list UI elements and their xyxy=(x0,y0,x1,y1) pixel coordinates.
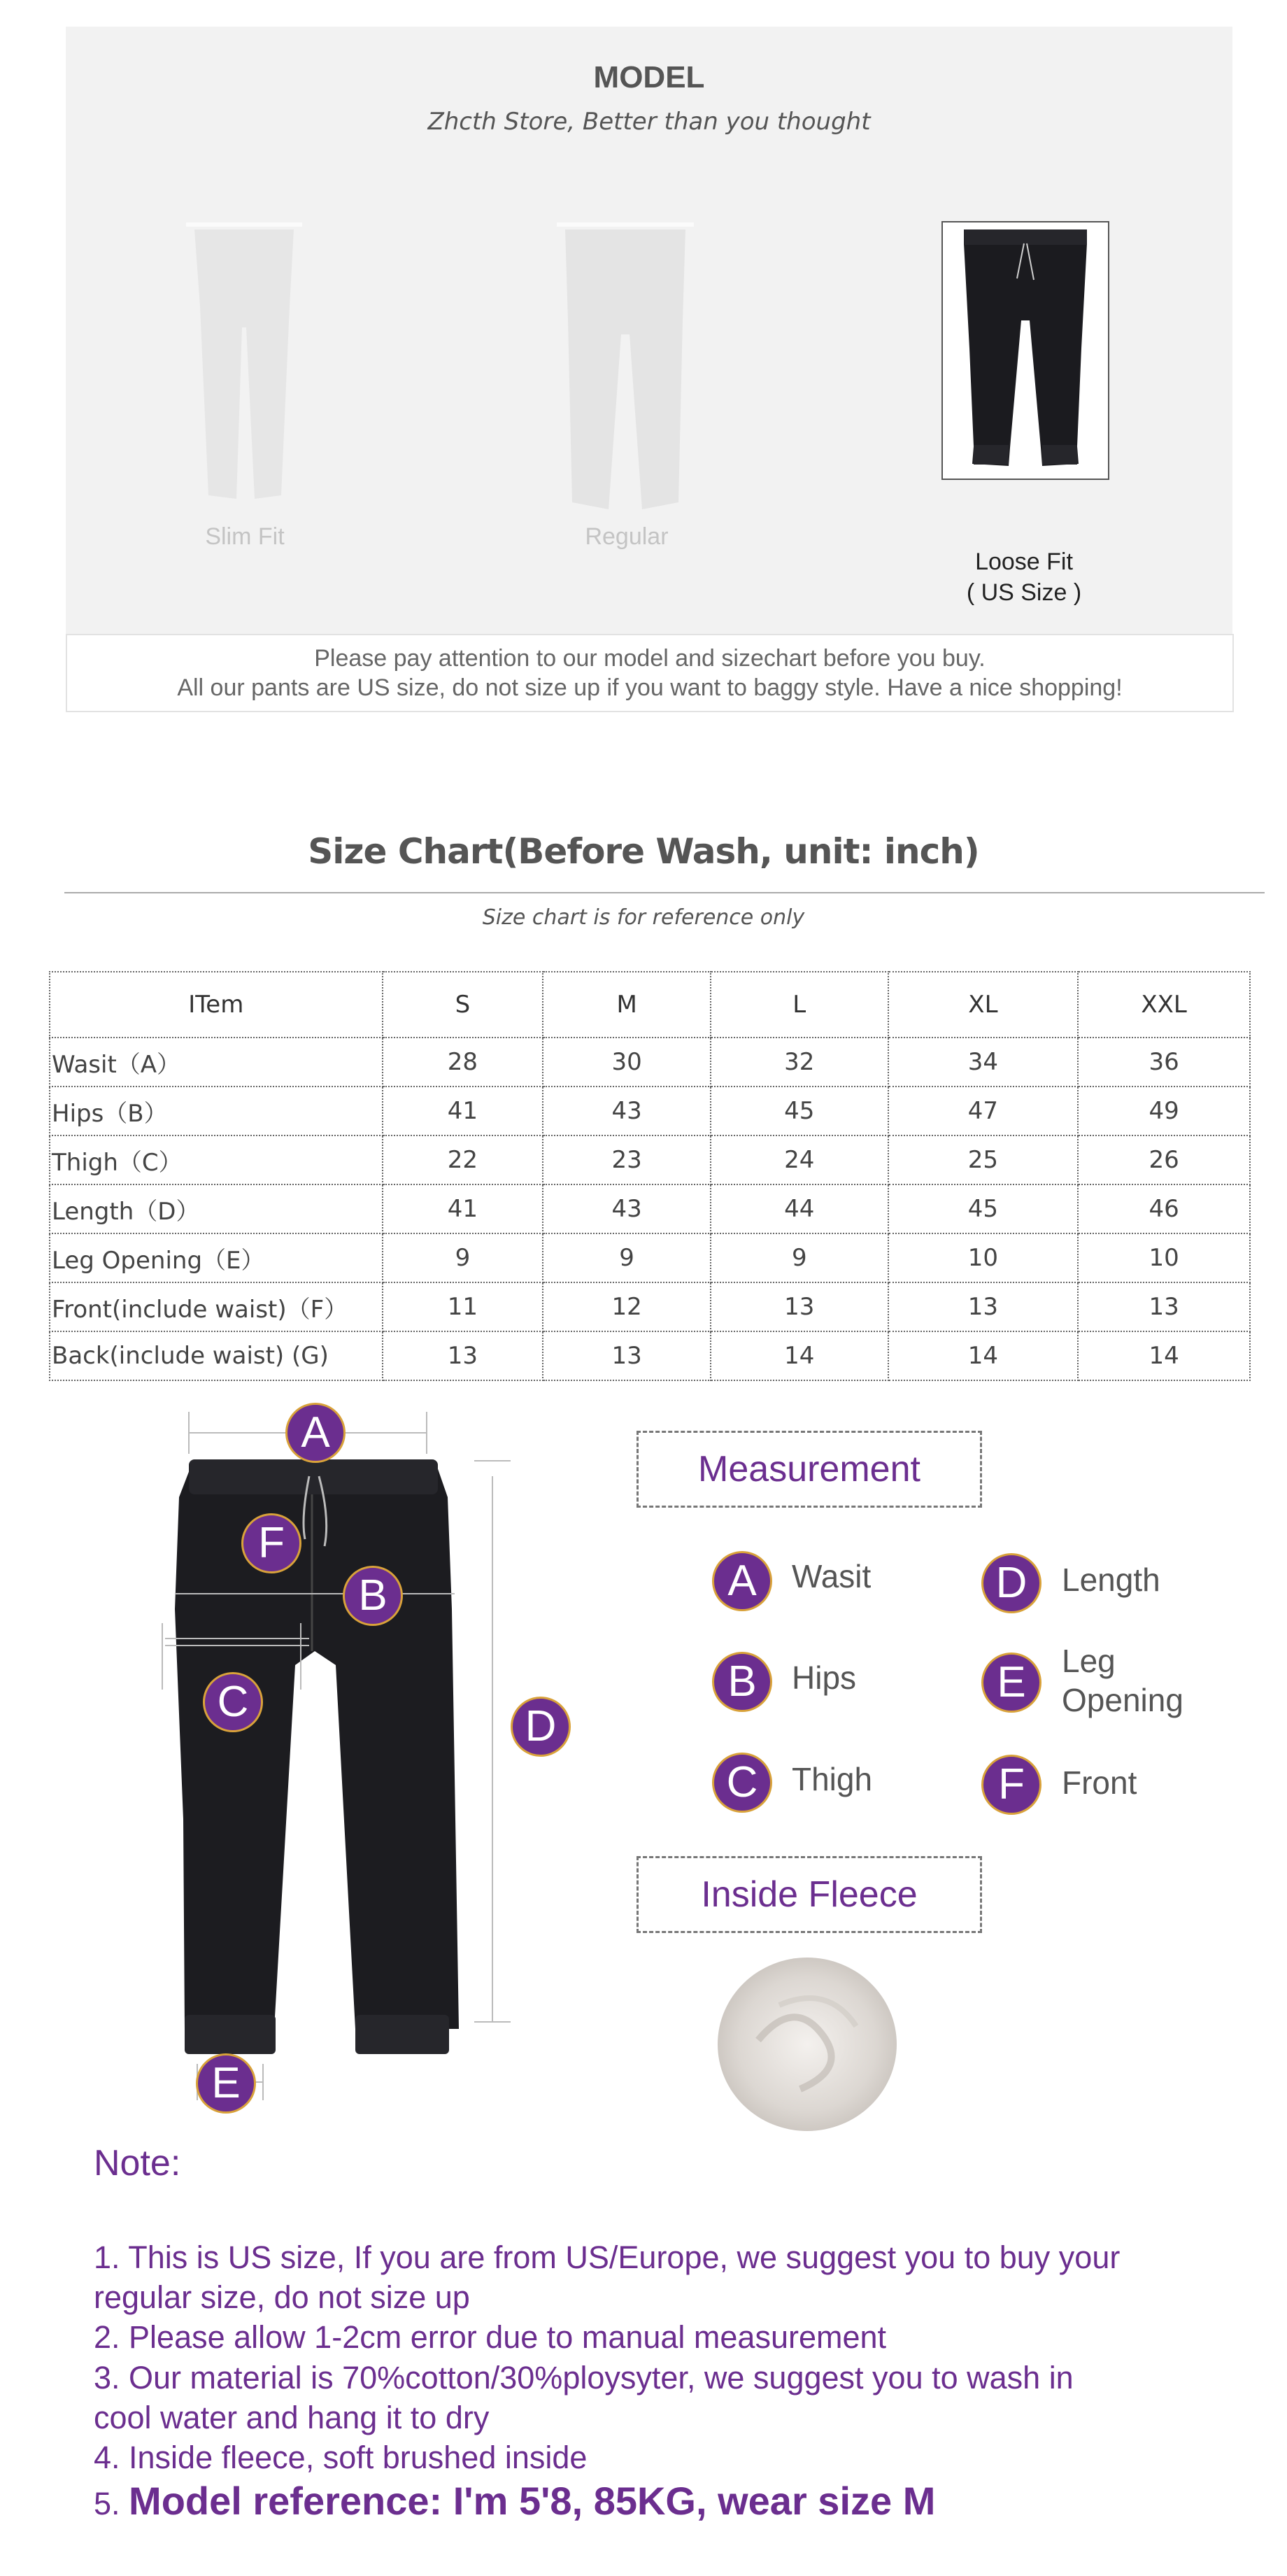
table-row xyxy=(50,1331,1250,1380)
note-line-4: 4. Inside fleece, soft brushed inside xyxy=(94,2440,588,2475)
table-cell: 13 xyxy=(383,1331,543,1380)
table-row xyxy=(50,1233,1250,1282)
table-cell: 9 xyxy=(543,1233,711,1282)
note-line-1a: 1. This is US size, If you are from US/Europe, we suggest you to buy your xyxy=(94,2239,1121,2275)
note-title: Note: xyxy=(94,2143,181,2184)
table-cell: 46 xyxy=(1078,1184,1250,1233)
table-cell: 23 xyxy=(543,1135,711,1184)
fit-sublabel-loose: ( US Size ) xyxy=(966,579,1082,606)
row-label: Front(include waist)（F） xyxy=(50,1282,383,1331)
diagram-marker-a: A xyxy=(285,1403,346,1463)
legend-label-d: Length xyxy=(1062,1562,1160,1598)
table-row xyxy=(50,1135,1250,1184)
table-header-row xyxy=(50,972,1250,1038)
legend-badge-b: B xyxy=(712,1652,772,1712)
legend-badge-a: A xyxy=(712,1551,772,1611)
table-cell: 47 xyxy=(888,1087,1079,1135)
table-cell: 43 xyxy=(543,1184,711,1233)
table-cell: 12 xyxy=(543,1282,711,1331)
row-label: Hips（B） xyxy=(50,1087,383,1135)
size-chart-divider xyxy=(64,892,1265,893)
note-line-5-container xyxy=(94,2481,1241,2524)
table-cell: 14 xyxy=(1078,1331,1250,1380)
table-row xyxy=(50,1184,1250,1233)
table-cell: 13 xyxy=(711,1282,888,1331)
table-cell: 9 xyxy=(383,1233,543,1282)
row-label: Leg Opening（E） xyxy=(50,1233,383,1282)
table-cell: 22 xyxy=(383,1135,543,1184)
table-cell: 44 xyxy=(711,1184,888,1233)
legend-label-e-line1: Leg xyxy=(1062,1643,1116,1679)
diagram-marker-e: E xyxy=(196,2053,256,2114)
model-panel xyxy=(66,27,1232,634)
legend-badge-e: E xyxy=(981,1653,1041,1713)
legend-label-a: Wasit xyxy=(792,1558,872,1594)
table-cell: 28 xyxy=(383,1038,543,1087)
regular-fit-pants-image xyxy=(555,222,695,523)
fit-label-slim: Slim Fit xyxy=(205,523,285,550)
model-subtitle: Zhcth Store, Better than you thought xyxy=(427,108,871,136)
table-cell: 13 xyxy=(888,1282,1079,1331)
table-cell: 10 xyxy=(888,1233,1079,1282)
table-cell: 34 xyxy=(888,1038,1079,1087)
legend-label-c: Thigh xyxy=(792,1761,873,1797)
fleece-title-box: Inside Fleece xyxy=(637,1856,982,1933)
pants-diagram xyxy=(147,1399,581,2134)
table-row xyxy=(50,1038,1250,1087)
column-header: XL xyxy=(888,972,1079,1038)
size-chart-subtitle: Size chart is for reference only xyxy=(482,905,805,930)
diagram-marker-c: C xyxy=(203,1672,263,1732)
size-chart-title: Size Chart(Before Wash, unit: inch) xyxy=(308,831,979,872)
measurement-title-box: Measurement xyxy=(637,1431,982,1508)
table-cell: 14 xyxy=(711,1331,888,1380)
table-cell: 13 xyxy=(543,1331,711,1380)
row-label: Thigh（C） xyxy=(50,1135,383,1184)
note-line-5: Model reference: I'm 5'8, 85KG, wear size M xyxy=(129,2479,936,2523)
table-cell: 11 xyxy=(383,1282,543,1331)
row-label: Length（D） xyxy=(50,1184,383,1233)
table-cell: 41 xyxy=(383,1184,543,1233)
legend-badge-f: F xyxy=(981,1755,1041,1815)
legend-label-f: Front xyxy=(1062,1764,1137,1801)
note-line-5-prefix: 5. xyxy=(94,2486,129,2521)
table-cell: 49 xyxy=(1078,1087,1250,1135)
table-cell: 41 xyxy=(383,1087,543,1135)
table-cell: 10 xyxy=(1078,1233,1250,1282)
note-line-1b: regular size, do not size up xyxy=(94,2279,470,2315)
table-cell: 43 xyxy=(543,1087,711,1135)
note-line-3a: 3. Our material is 70%cotton/30%ploysyter, we suggest you to wash in xyxy=(94,2360,1074,2395)
table-cell: 26 xyxy=(1078,1135,1250,1184)
fit-label-loose: Loose Fit xyxy=(975,549,1073,575)
loose-fit-pants-image xyxy=(943,222,1108,479)
column-header: ITem xyxy=(50,972,383,1038)
table-cell: 25 xyxy=(888,1135,1079,1184)
fleece-swatch-image xyxy=(716,1956,898,2132)
column-header: M xyxy=(543,972,711,1038)
column-header: S xyxy=(383,972,543,1038)
table-cell: 36 xyxy=(1078,1038,1250,1087)
diagram-marker-d: D xyxy=(511,1697,571,1757)
legend-badge-d: D xyxy=(981,1553,1041,1613)
diagram-marker-f: F xyxy=(241,1513,301,1573)
legend-badge-c: C xyxy=(712,1753,772,1813)
notice-line-1: Please pay attention to our model and sizechart before you buy. xyxy=(314,645,986,672)
loose-fit-frame xyxy=(941,221,1109,480)
row-label: Back(include waist) (G) xyxy=(50,1331,383,1380)
note-line-3b: cool water and hang it to dry xyxy=(94,2400,490,2435)
notice-line-2: All our pants are US size, do not size up if you want to baggy style. Have a nice shopping! xyxy=(177,674,1123,701)
diagram-marker-b: B xyxy=(343,1566,403,1626)
table-cell: 45 xyxy=(711,1087,888,1135)
table-row xyxy=(50,1087,1250,1135)
note-line-2: 2. Please allow 1-2cm error due to manual measurement xyxy=(94,2319,887,2355)
fit-label-regular: Regular xyxy=(585,523,669,550)
row-label: Wasit（A） xyxy=(50,1038,383,1087)
table-cell: 45 xyxy=(888,1184,1079,1233)
table-cell: 30 xyxy=(543,1038,711,1087)
legend-label-b: Hips xyxy=(792,1659,857,1696)
column-header: L xyxy=(711,972,888,1038)
table-cell: 32 xyxy=(711,1038,888,1087)
table-row xyxy=(50,1282,1250,1331)
table-cell: 9 xyxy=(711,1233,888,1282)
table-cell: 13 xyxy=(1078,1282,1250,1331)
legend-label-e-line2: Opening xyxy=(1062,1682,1183,1718)
table-cell: 24 xyxy=(711,1135,888,1184)
model-title: MODEL xyxy=(593,60,705,94)
size-table xyxy=(49,971,1251,1381)
table-cell: 14 xyxy=(888,1331,1079,1380)
column-header: XXL xyxy=(1078,972,1250,1038)
notice-box xyxy=(66,634,1234,712)
slim-fit-pants-image xyxy=(185,222,304,516)
